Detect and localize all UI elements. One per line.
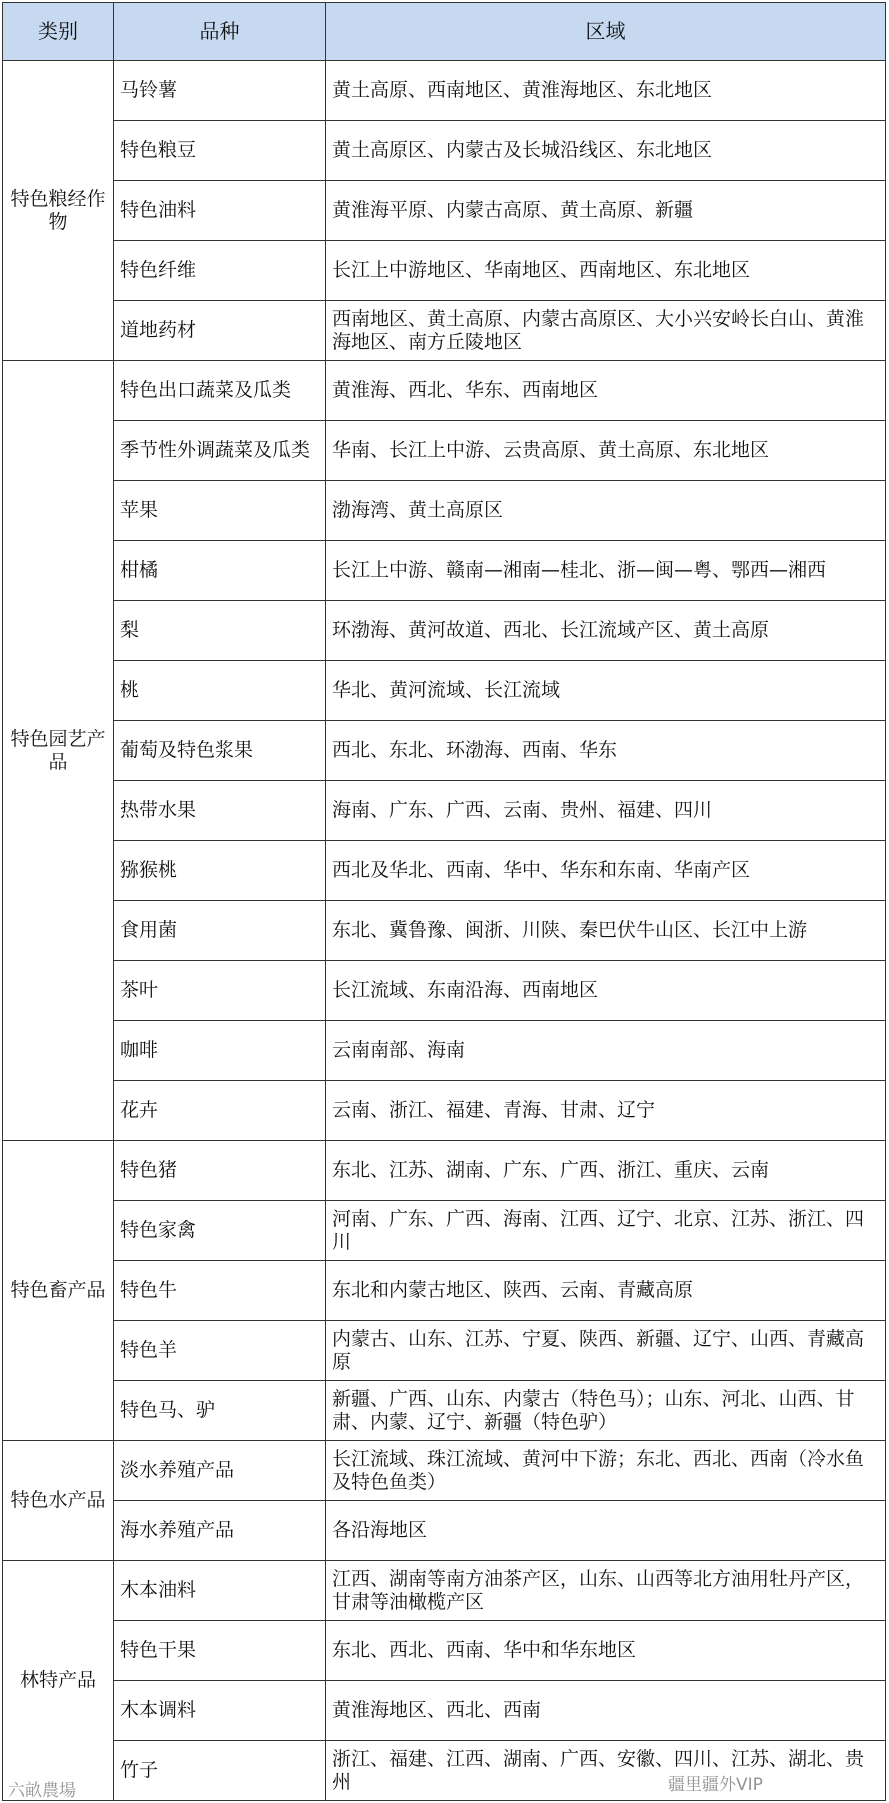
variety-cell: 梨 [114,601,326,661]
variety-cell: 特色干果 [114,1621,326,1681]
region-cell: 黄土高原、西南地区、黄淮海地区、东北地区 [326,61,886,121]
variety-cell: 茶叶 [114,961,326,1021]
table-row [3,1021,886,1081]
region-cell: 河南、广东、广西、海南、江西、辽宁、北京、江苏、浙江、四川 [326,1201,886,1261]
variety-cell: 食用菌 [114,901,326,961]
table-row [3,1681,886,1741]
region-cell: 云南南部、海南 [326,1021,886,1081]
variety-cell: 木本调料 [114,1681,326,1741]
variety-cell: 特色家禽 [114,1201,326,1261]
table-row [3,1261,886,1321]
variety-cell: 猕猴桃 [114,841,326,901]
variety-cell: 道地药材 [114,301,326,361]
table-header-row [3,3,886,61]
table-row [3,961,886,1021]
variety-cell: 特色羊 [114,1321,326,1381]
variety-cell: 咖啡 [114,1021,326,1081]
region-cell: 黄淮海地区、西北、西南 [326,1681,886,1741]
category-cell: 特色园艺产品 [3,361,114,1141]
table-row [3,1321,886,1381]
table-row [3,1561,886,1621]
table-row [3,61,886,121]
variety-cell: 花卉 [114,1081,326,1141]
region-cell: 西北及华北、西南、华中、华东和东南、华南产区 [326,841,886,901]
watermark-left: 六畝農場 [8,1781,76,1801]
region-cell: 新疆、广西、山东、内蒙古（特色马）；山东、河北、山西、甘肃、内蒙、辽宁、新疆（特色驴） [326,1381,886,1441]
variety-cell: 特色纤维 [114,241,326,301]
table-row [3,721,886,781]
category-cell: 特色畜产品 [3,1141,114,1441]
header-region: 区域 [326,3,886,61]
region-cell: 长江流域、珠江流域、黄河中下游；东北、西北、西南（冷水鱼及特色鱼类） [326,1441,886,1501]
region-cell: 环渤海、黄河故道、西北、长江流域产区、黄土高原 [326,601,886,661]
variety-cell: 桃 [114,661,326,721]
variety-cell: 特色猪 [114,1141,326,1201]
region-cell: 东北、江苏、湖南、广东、广西、浙江、重庆、云南 [326,1141,886,1201]
table-row [3,361,886,421]
region-cell: 内蒙古、山东、江苏、宁夏、陕西、新疆、辽宁、山西、青藏高原 [326,1321,886,1381]
watermark-right: 疆里疆外VIP [668,1775,763,1795]
variety-cell: 苹果 [114,481,326,541]
region-cell: 东北、西北、西南、华中和华东地区 [326,1621,886,1681]
region-cell: 江西、湖南等南方油茶产区，山东、山西等北方油用牡丹产区，甘肃等油橄榄产区 [326,1561,886,1621]
region-cell: 西北、东北、环渤海、西南、华东 [326,721,886,781]
region-cell: 黄土高原区、内蒙古及长城沿线区、东北地区 [326,121,886,181]
variety-cell: 特色粮豆 [114,121,326,181]
region-cell: 长江上中游、赣南—湘南—桂北、浙—闽—粤、鄂西—湘西 [326,541,886,601]
table-row [3,601,886,661]
table-row [3,481,886,541]
table-row [3,1621,886,1681]
region-cell: 渤海湾、黄土高原区 [326,481,886,541]
table-row [3,841,886,901]
table-row [3,661,886,721]
variety-cell: 木本油料 [114,1561,326,1621]
table-row [3,181,886,241]
table-row [3,1141,886,1201]
category-cell: 林特产品 [3,1561,114,1801]
region-cell: 东北、冀鲁豫、闽浙、川陕、秦巴伏牛山区、长江中上游 [326,901,886,961]
table-row [3,901,886,961]
region-cell: 华南、长江上中游、云贵高原、黄土高原、东北地区 [326,421,886,481]
table-row [3,421,886,481]
region-cell: 黄淮海平原、内蒙古高原、黄土高原、新疆 [326,181,886,241]
specialty-products-table [2,2,886,1801]
region-cell: 长江流域、东南沿海、西南地区 [326,961,886,1021]
table-row [3,1201,886,1261]
table-body [3,61,886,1801]
variety-cell: 特色油料 [114,181,326,241]
region-cell: 东北和内蒙古地区、陕西、云南、青藏高原 [326,1261,886,1321]
table-row [3,241,886,301]
variety-cell: 季节性外调蔬菜及瓜类 [114,421,326,481]
variety-cell: 特色马、驴 [114,1381,326,1441]
table-row [3,1441,886,1501]
region-cell: 海南、广东、广西、云南、贵州、福建、四川 [326,781,886,841]
category-cell: 特色水产品 [3,1441,114,1561]
table-row [3,301,886,361]
region-cell: 云南、浙江、福建、青海、甘肃、辽宁 [326,1081,886,1141]
table-row [3,121,886,181]
region-cell: 各沿海地区 [326,1501,886,1561]
variety-cell: 马铃薯 [114,61,326,121]
table-row [3,781,886,841]
category-cell: 特色粮经作物 [3,61,114,361]
table-row [3,541,886,601]
variety-cell: 淡水养殖产品 [114,1441,326,1501]
region-cell: 华北、黄河流域、长江流域 [326,661,886,721]
variety-cell: 葡萄及特色浆果 [114,721,326,781]
variety-cell: 热带水果 [114,781,326,841]
variety-cell: 竹子 [114,1741,326,1801]
header-category: 类别 [3,3,114,61]
region-cell: 浙江、福建、江西、湖南、广西、安徽、四川、江苏、湖北、贵州 [326,1741,886,1801]
table-row [3,1501,886,1561]
region-cell: 黄淮海、西北、华东、西南地区 [326,361,886,421]
table-row [3,1081,886,1141]
variety-cell: 海水养殖产品 [114,1501,326,1561]
region-cell: 长江上中游地区、华南地区、西南地区、东北地区 [326,241,886,301]
table-row [3,1381,886,1441]
header-variety: 品种 [114,3,326,61]
variety-cell: 柑橘 [114,541,326,601]
variety-cell: 特色出口蔬菜及瓜类 [114,361,326,421]
region-cell: 西南地区、黄土高原、内蒙古高原区、大小兴安岭长白山、黄淮海地区、南方丘陵地区 [326,301,886,361]
variety-cell: 特色牛 [114,1261,326,1321]
